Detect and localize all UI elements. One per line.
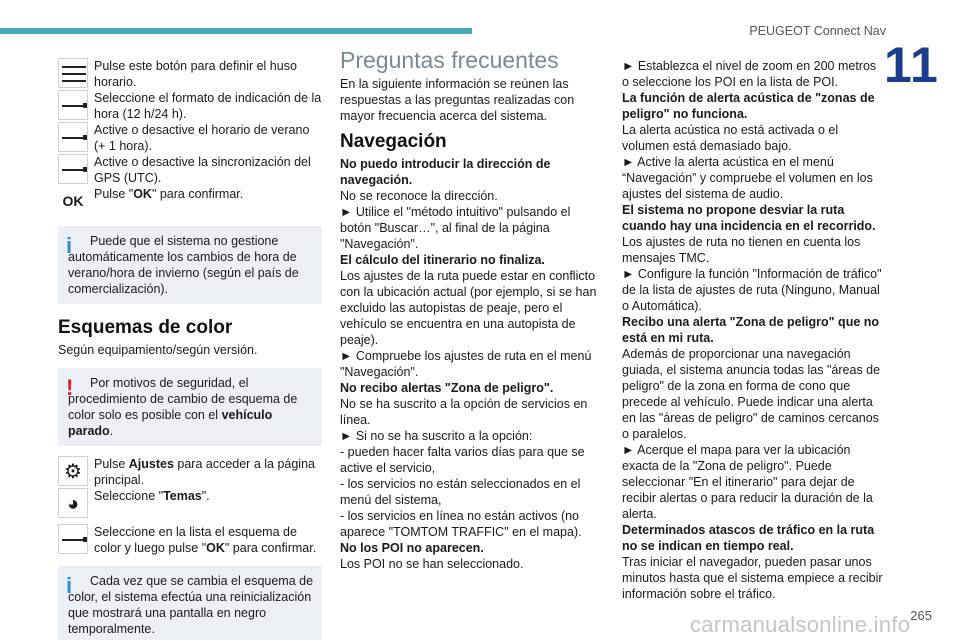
timezone-text: Pulse este botón para definir el huso horario. [94,59,297,89]
answer-4-action: ► Establezca el nivel de zoom en 200 metros o seleccione los POI en la lista de POI. [622,59,877,89]
icon-row-gps [58,154,322,186]
answer-3-action: ► Si no se ha suscrito a la opción: [340,429,533,443]
question-5: La función de alerta acústica de "zonas de peligro" no funciona. [622,91,875,121]
gear-icon: ⚙ [58,456,88,486]
summer-time-text: Active o desactive el horario de verano (+ 1 hora). [94,123,310,153]
header-title: PEUGEOT Connect Nav [749,24,886,38]
icon-row-settings [58,456,322,488]
menu-icon [58,58,88,88]
question-4: No los POI no aparecen. [340,541,484,555]
themes-text: Seleccione "Temas". [94,489,210,503]
watermark: carmanualsonline.info [690,612,911,637]
answer-2: Los ajustes de la ruta puede estar en conflicto con la ubicación actual (por ejemplo, si se han excluido las autopistas de peaje, pero el vehículo se encuentra en una autopista de peaje). [340,269,597,347]
column-1 [58,58,322,640]
answer-2-action: ► Compruebe los ajustes de ruta en el menú "Navegación". [340,349,592,379]
answer-5-action: ► Active la alerta acústica en el menú “Navegación” y compruebe el volumen en los ajustes del sistema de audio. [622,155,873,201]
question-2: El cálculo del itinerario no finaliza. [340,253,545,267]
info-note-text: Puede que el sistema no gestione automáticamente los cambios de hora de verano/hora de invierno (según el país de comercialización). [68,234,299,296]
question-7: Recibo una alerta "Zona de peligro" que no está en mi ruta. [622,315,880,345]
answer-7: Además de proporcionar una navegación guiada, el sistema anuncia todas las "áreas de peligro" de la zona en forma de cono que precede al vehículo. Puede indicar una alerta en las "áreas de peligro" de caminos cercanos o paralelos. [622,347,881,441]
ok-text: Pulse "OK" para confirmar. [94,187,244,201]
info-note-summer-time [58,226,322,304]
question-3: No recibo alertas "Zona de peligro". [340,381,554,395]
icon-row-ok [58,186,322,216]
faq-intro: En la siguiente información se reúnen las respuestas a las preguntas realizadas con mayor frecuencia acerca del sistema. [340,77,575,123]
question-6: El sistema no propone desviar la ruta cuando hay una incidencia en el recorrido. [622,203,876,233]
icon-row-list [58,524,322,556]
answer-8: Tras iniciar el navegador, pueden pasar unos minutos hasta que el sistema empiece a recibir información sobre el tráfico. [622,555,883,601]
column-2 [340,47,604,572]
faq-title: Preguntas frecuentes [340,47,559,73]
settings-text: Pulse Ajustes para acceder a la página principal. [94,457,315,487]
answer-1: No se reconoce la dirección. [340,189,498,203]
slider-line-icon [58,90,88,120]
answer-3-item-1: - pueden hacer falta varios días para que se active el servicio, [340,445,585,475]
question-1: No puedo introducir la dirección de navegación. [340,157,551,187]
warning-text: Por motivos de seguridad, el procedimiento de cambio de esquema de color solo es posible con el vehículo parado. [68,376,298,438]
info-icon: i [66,233,73,258]
gps-sync-text: Active o desactive la sincronización del GPS (UTC). [94,155,311,185]
column-3 [622,58,886,602]
question-8: Determinados atascos de tráfico en la ruta no se indican en tiempo real. [622,523,875,553]
header-accent-bar [0,28,472,34]
color-schemes-subtitle: Según equipamiento/según versión. [58,343,258,357]
slider-line-icon [58,122,88,152]
palette-icon: ◕ [58,488,88,518]
color-schemes-heading: Esquemas de color [58,317,233,338]
icon-row-summer-time [58,122,322,154]
page-number: 265 [910,608,932,623]
icon-row-format [58,90,322,122]
ok-icon: OK [58,186,88,216]
list-select-text: Seleccione en la lista el esquema de color y luego pulse "OK" para confirmar. [94,525,317,555]
icon-row-themes [58,488,322,518]
answer-1-action: ► Utilice el "método intuitivo" pulsando el botón "Buscar…", al final de la página "Navegación". [340,205,571,251]
reinit-note-text: Cada vez que se cambia el esquema de color, el sistema efectúa una reinicialización que mostrará una pantalla en negro temporalmente. [68,574,314,636]
answer-6-action: ► Configure la función "Información de tráfico" de la lista de ajustes de ruta (Ninguno, Manual o Automática). [622,267,882,313]
list-line-icon [58,524,88,554]
icon-row-timezone [58,58,322,90]
chapter-number: 11 [884,37,939,93]
answer-4: Los POI no se han seleccionado. [340,557,524,571]
answer-6: Los ajustes de ruta no tienen en cuenta los mensajes TMC. [622,235,861,265]
navigation-heading: Navegación [340,131,447,152]
info-icon: i [66,573,73,598]
answer-7-action: ► Acerque el mapa para ver la ubicación exacta de la "Zona de peligro". Puede seleccionar "En el itinerario" para dejar de recibir alertas o para reducir la duración de la alerta. [622,443,873,521]
info-note-reinit [58,566,322,640]
answer-3: No se ha suscrito a la opción de servicios en línea. [340,397,588,427]
warning-note [58,368,322,446]
slider-line-icon [58,154,88,184]
answer-3-item-2: - los servicios no están seleccionados en el menú del sistema, [340,477,581,507]
warning-icon: ! [66,375,74,400]
format-text: Seleccione el formato de indicación de la hora (12 h/24 h). [94,91,322,121]
answer-5: La alerta acústica no está activada o el volumen está demasiado bajo. [622,123,839,153]
answer-3-item-3: - los servicios en línea no están activos (no aparece "TOMTOM TRAFFIC" en el mapa). [340,509,582,539]
